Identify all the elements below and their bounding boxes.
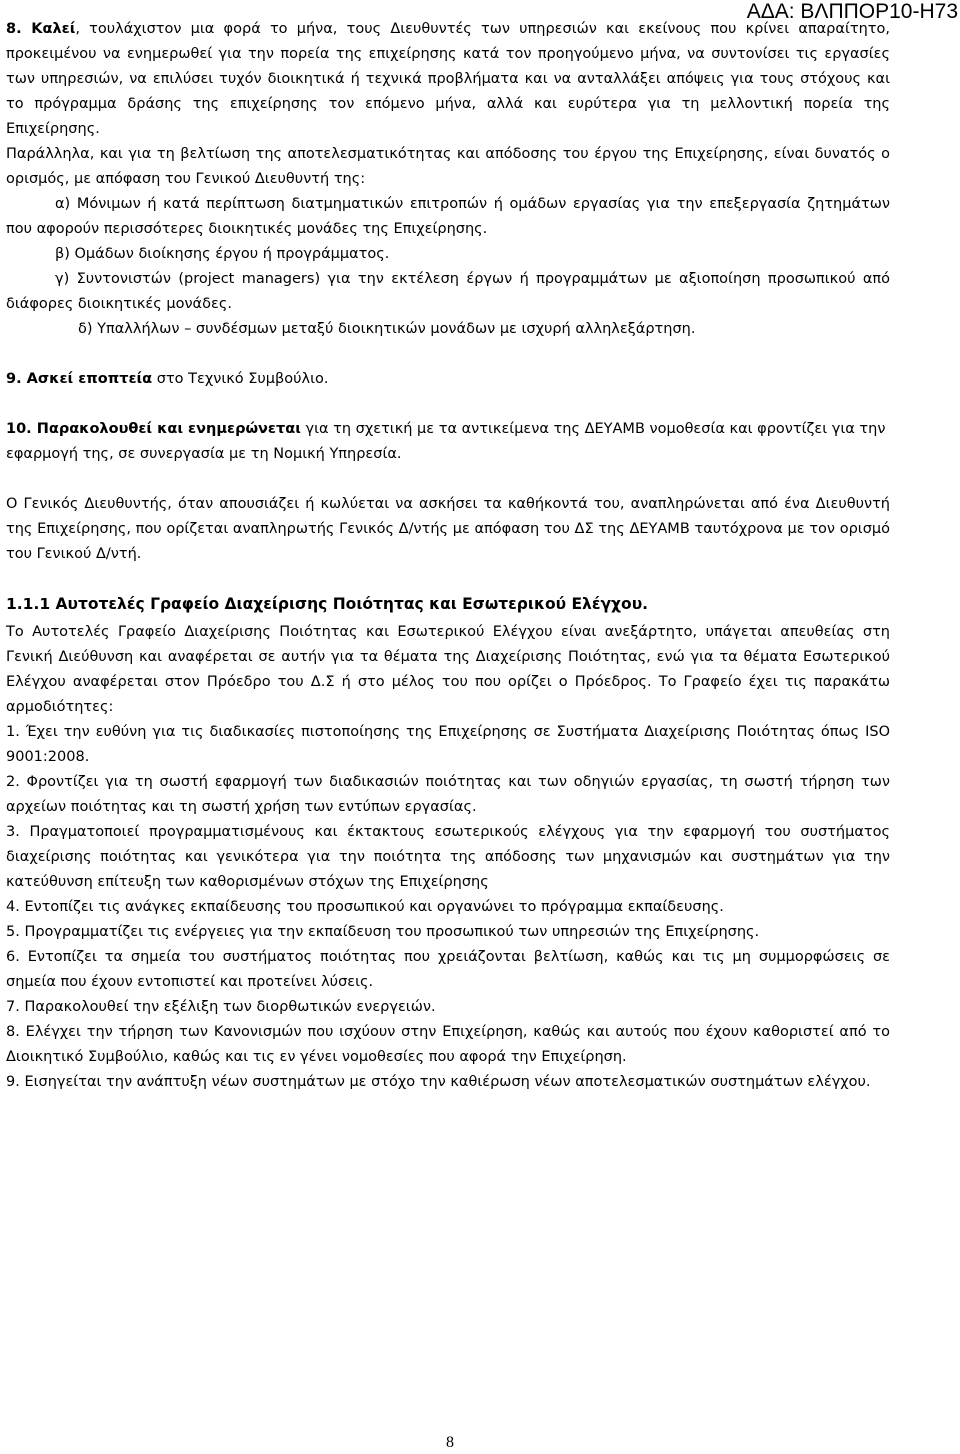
item-8-paragraph: 8. Καλεί, τουλάχιστον μια φορά το μήνα, τους Διευθυντές των υπηρεσιών και εκείνους που κρίνει απαραίτητο, προκειμένου να ενημερωθεί για την πορεία της επιχείρησης κατά τον προηγούμενο μήνα, να συντονίσει τις εργασίες των υπηρεσιών, να επιλύσει τυχόν διοικητικά ή τεχνικά προβλήματα και να ανταλλάξει απόψεις για τους στόχους και το πρόγραμμα δράσης της επιχείρησης τον επόμενο μήνα, αλλά και ευρύτερα για τη μελλοντική πορεία της Επιχείρησης. (6, 21, 890, 137)
item-8-option-a: α) Μόνιμων ή κατά περίπτωση διατμηματικών επιτροπών ή ομάδων εργασίας για την επεξεργασία ζητημάτων που αφορούν περισσότερες διοικητικές μονάδες της Επιχείρησης. (6, 196, 890, 237)
duty-item: 7. Παρακολουθεί την εξέλιξη των διορθωτικών ενεργειών. (6, 999, 436, 1015)
duty-item: 1. Έχει την ευθύνη για τις διαδικασίες πιστοποίησης της Επιχείρησης σε Συστήματα Διαχείρισης Ποιότητας όπως ISO 9001:2008. (6, 724, 890, 765)
item-9-paragraph: 9. Ασκεί εποπτεία στο Τεχνικό Συμβούλιο. (6, 371, 329, 387)
duty-item: 9. Εισηγείται την ανάπτυξη νέων συστημάτων με στόχο την καθιέρωση νέων αποτελεσματικών συστημάτων ελέγχου. (6, 1074, 871, 1090)
page-number: 8 (446, 1434, 454, 1451)
item-8-parallel-paragraph: Παράλληλα, και για τη βελτίωση της αποτελεσματικότητας και απόδοσης του έργου της Επιχείρησης, είναι δυνατός ο ορισμός, με απόφαση του Γενικού Διευθυντή της: (6, 146, 890, 187)
office-intro-paragraph: Το Αυτοτελές Γραφείο Διαχείρισης Ποιότητας και Εσωτερικού Ελέγχου είναι ανεξάρτητο, υπάγεται απευθείας στη Γενική Διεύθυνση και αναφέρεται σε αυτήν για τα θέματα της Διαχείρισης Ποιότητας, ενώ για τα θέματα Εσωτερικού Ελέγχου αναφέρεται στον Πρόεδρο του Δ.Σ ή στο μέλος του που ορίζει ο Πρόεδρος. Το Γραφείο έχει τις παρακάτω αρμοδιότητες: (6, 624, 890, 715)
duty-item: 8. Ελέγχει την τήρηση των Κανονισμών που ισχύουν στην Επιχείρηση, καθώς και αυτούς που έχουν καθοριστεί από το Διοικητικό Συμβούλιο, καθώς και τις εν γένει νομοθεσίες που αφορά την Επιχείρηση. (6, 1024, 890, 1065)
item-8-option-c: γ) Συντονιστών (project managers) για την εκτέλεση έργων ή προγραμμάτων με αξιοποίηση προσωπικού από διάφορες διοικητικές μονάδες. (6, 271, 890, 312)
document-body (6, 17, 890, 1095)
duty-item: 2. Φροντίζει για τη σωστή εφαρμογή των διαδικασιών ποιότητας και των οδηγιών εργασίας, τη σωστή τήρηση των αρχείων ποιότητας και τη σωστή χρήση των εντύπων εργασίας. (6, 774, 890, 815)
deputy-paragraph: Ο Γενικός Διευθυντής, όταν απουσιάζει ή κωλύεται να ασκήσει τα καθήκοντά του, αναπληρώνεται από ένα Διευθυντή της Επιχείρησης, που ορίζεται αναπληρωτής Γενικός Δ/ντής με απόφαση του ΔΣ της ΔΕΥΑΜΒ ταυτόχρονα με τον ορισμό του Γενικού Δ/ντή. (6, 496, 890, 562)
item-8-option-b: β) Ομάδων διοίκησης έργου ή προγράμματος. (55, 246, 390, 262)
item-9-bold: 9. Ασκεί εποπτεία (6, 371, 153, 387)
item-8-option-d: δ) Υπαλλήλων – συνδέσμων μεταξύ διοικητικών μονάδων με ισχυρή αλληλεξάρτηση. (78, 321, 696, 337)
item-8-verb: 8. Καλεί (6, 21, 76, 37)
item-10-paragraph: 10. Παρακολουθεί και ενημερώνεται για τη σχετική με τα αντικείμενα της ΔΕΥΑΜΒ νομοθεσία και φροντίζει για την εφαρμογή της, σε συνεργασία με τη Νομική Υπηρεσία. (6, 421, 886, 462)
section-heading: 1.1.1 Αυτοτελές Γραφείο Διαχείρισης Ποιότητας και Εσωτερικού Ελέγχου. (6, 595, 649, 613)
duties-list (6, 720, 890, 1095)
duty-item: 4. Εντοπίζει τις ανάγκες εκπαίδευσης του προσωπικού και οργανώνει το πρόγραμμα εκπαίδευσης. (6, 899, 724, 915)
item-10-bold: 10. Παρακολουθεί και ενημερώνεται (6, 421, 301, 437)
ada-code: ΑΔΑ: ΒΛΠΠΟΡ10-Η73 (746, 0, 958, 23)
duty-item: 6. Εντοπίζει τα σημεία του συστήματος ποιότητας που χρειάζονται βελτίωση, καθώς και τις μη συμμορφώσεις σε σημεία που έχουν εντοπιστεί και προτείνει λύσεις. (6, 949, 890, 990)
duty-item: 5. Προγραμματίζει τις ενέργειες για την εκπαίδευση του προσωπικού των υπηρεσιών της Επιχείρησης. (6, 924, 760, 940)
duty-item: 3. Πραγματοποιεί προγραμματισμένους και έκτακτους εσωτερικούς ελέγχους για την εφαρμογή του συστήματος διαχείρισης ποιότητας και γενικότερα για την ποιότητα της απόδοσης των μηχανισμών και συστημάτων για την κατεύθυνση επίτευξη των καθορισμένων στόχων της Επιχείρησης (6, 824, 890, 890)
